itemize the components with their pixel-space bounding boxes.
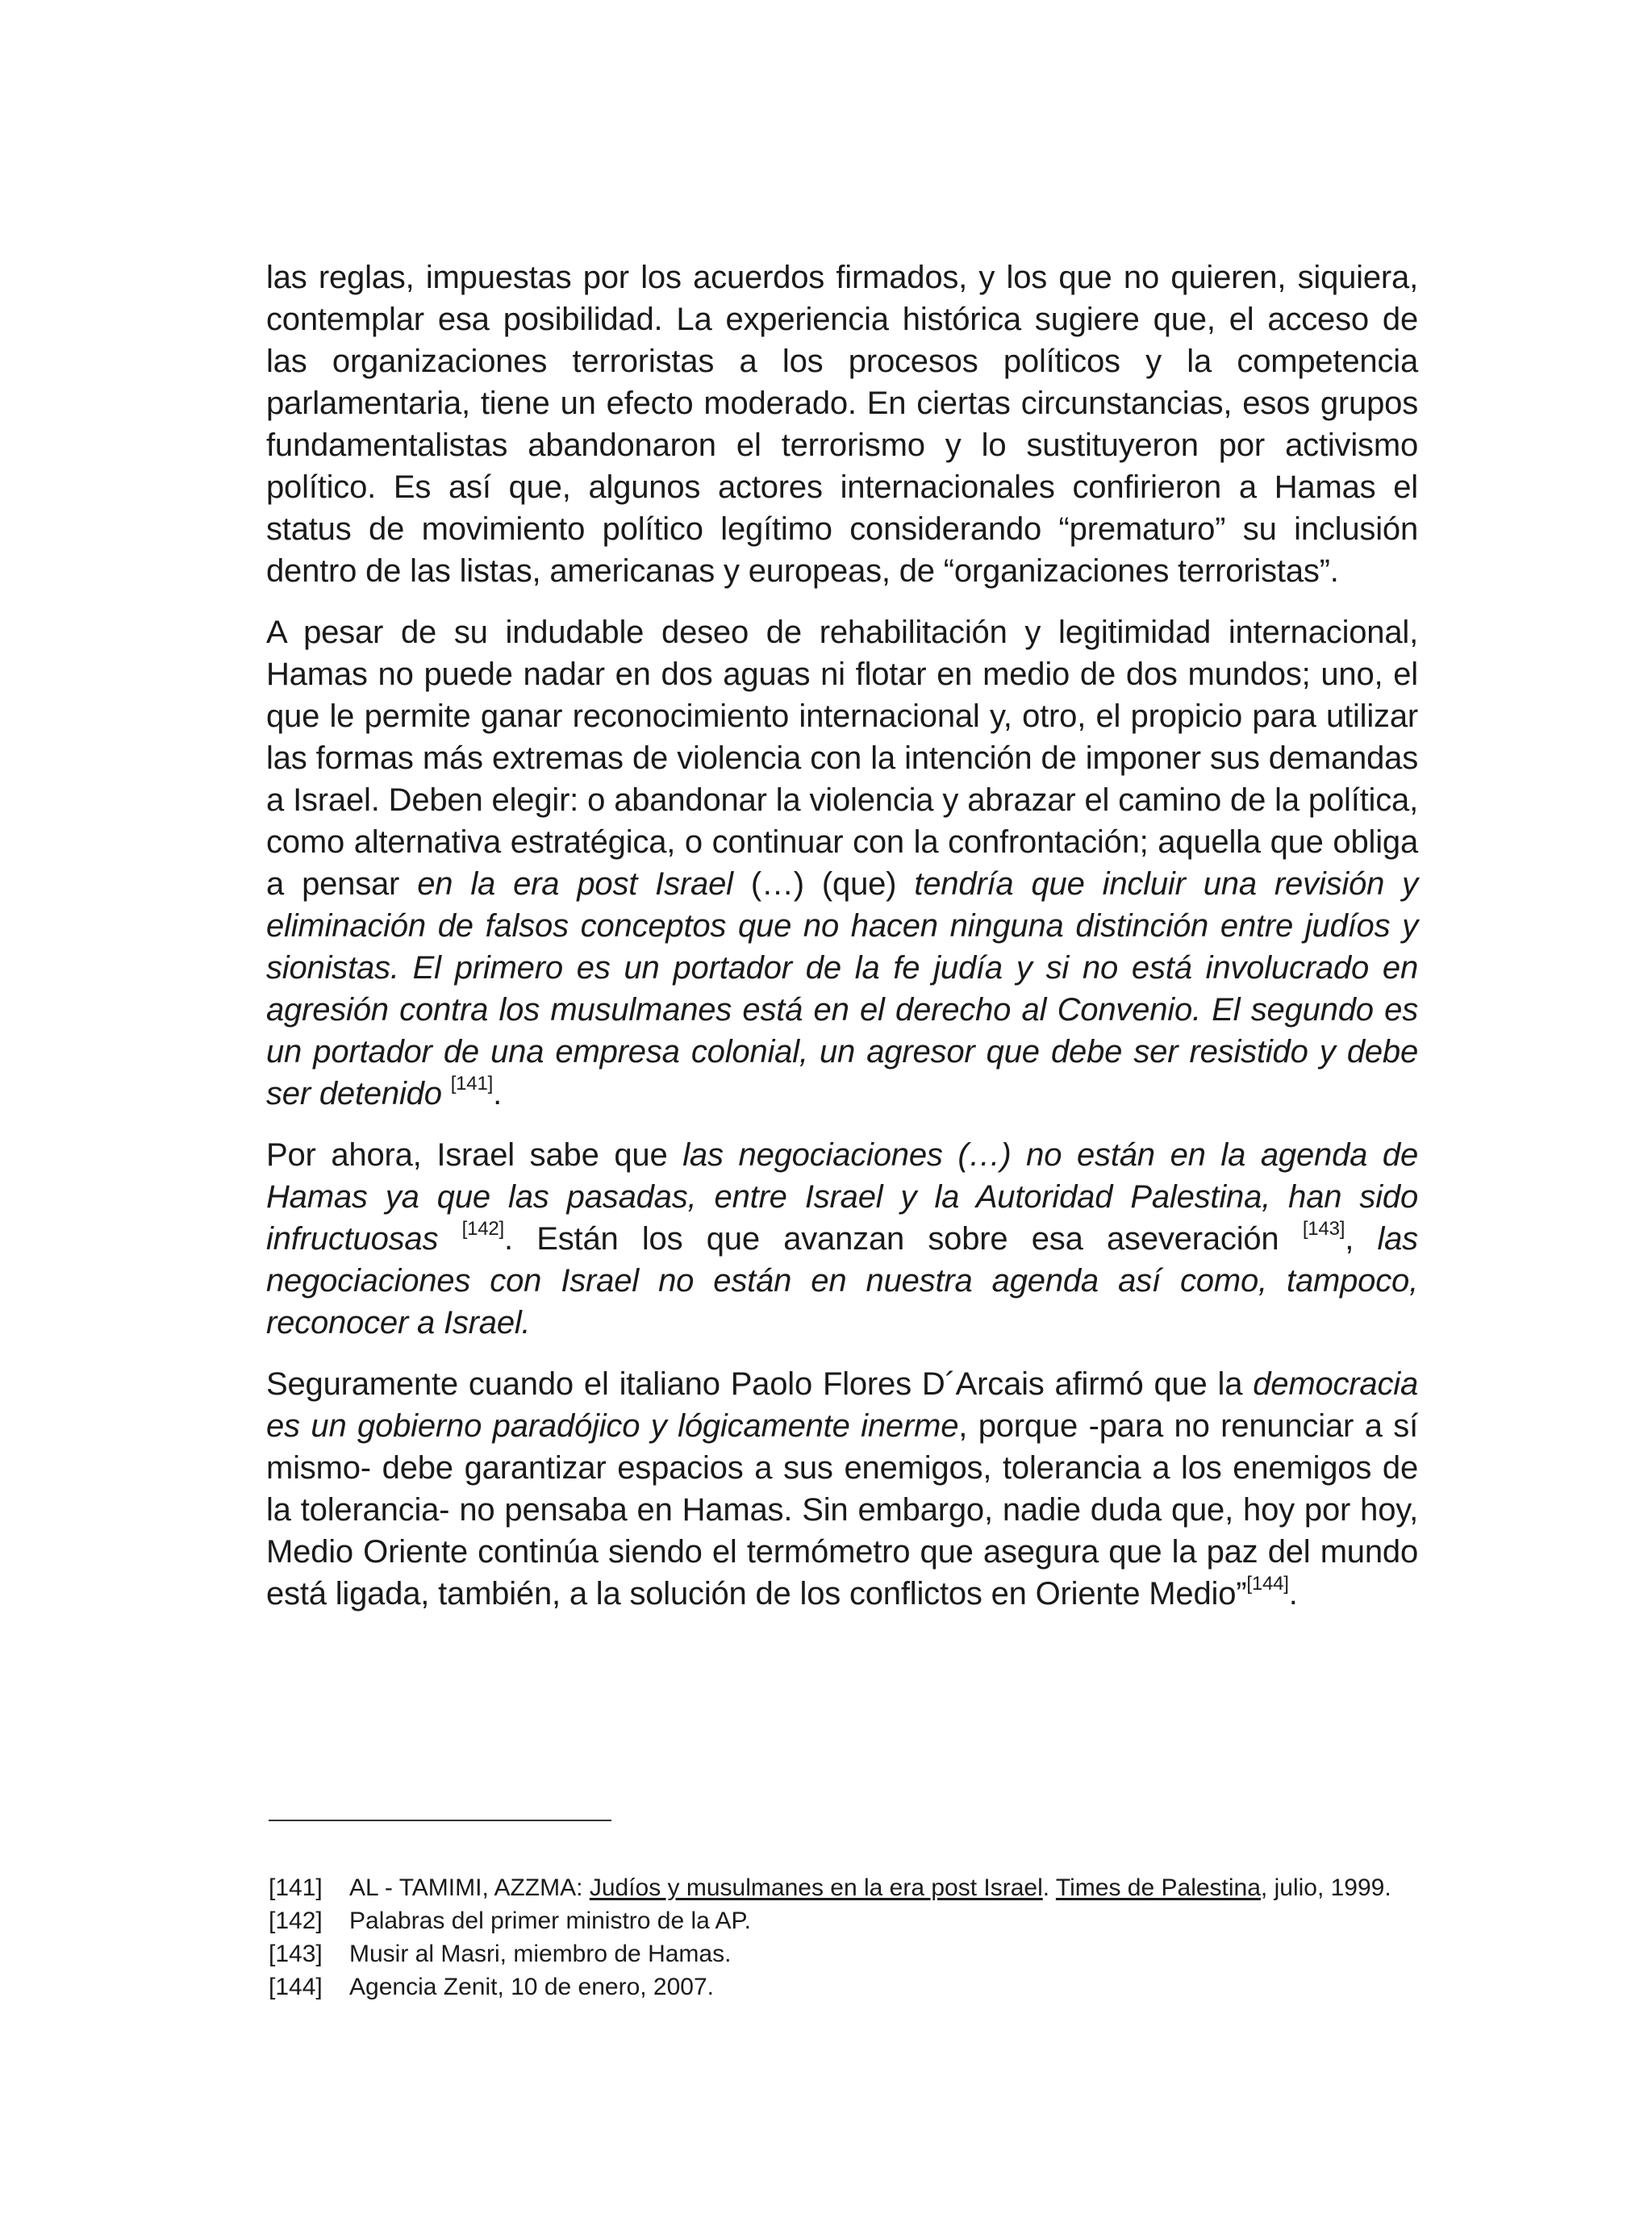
footnote-141 bbox=[269, 1871, 1422, 1904]
paragraph-3-text: . Están los que avanzan sobre esa aseveración bbox=[504, 1221, 1303, 1257]
paragraph-3-quotation: las negociaciones (…) no están en la agenda de Hamas ya que las pasadas, entre Israel y la Autoridad Palestina, han sido infructuosas bbox=[266, 1137, 1418, 1257]
paragraph-4-text: . bbox=[1288, 1576, 1298, 1612]
footnote-ref-141[interactable]: [141] bbox=[450, 1072, 494, 1095]
paragraph-4-quotation: democracia es un gobierno paradójico y lógicamente inerme bbox=[266, 1366, 1418, 1444]
paragraph-4 bbox=[266, 1363, 1418, 1615]
footnote-ref-144[interactable]: [144] bbox=[1246, 1572, 1289, 1595]
paragraph-3-quotation: las negociaciones con Israel no están en nuestra agenda así como, tampoco, reconocer a Israel. bbox=[266, 1221, 1418, 1341]
footnotes bbox=[269, 1871, 1422, 2004]
paragraph-2-text: A pesar de su indudable deseo de rehabilitación y legitimidad internacional, Hamas no puede nadar en dos aguas ni flotar en medio de dos mundos; uno, el que le permite ganar reconocimiento internacional y, otro, el propicio para utilizar las formas más extremas de violencia con la intención de imponer sus demandas a Israel. Deben elegir: o abandonar la violencia y abrazar el camino de la política, como alternativa estratégica, o continuar con la confrontación; aquella que obliga a pensar bbox=[266, 615, 1418, 902]
paragraph-3-text: Por ahora, Israel sabe que bbox=[266, 1137, 683, 1173]
footnote-author: AL - TAMIMI, AZZMA: bbox=[349, 1874, 590, 1901]
paragraph-2-text: (…) (que) bbox=[732, 866, 915, 902]
footnote-separator-text: . bbox=[1042, 1874, 1056, 1901]
footnote-text: Agencia Zenit, 10 de enero, 2007. bbox=[349, 1974, 714, 2000]
paragraph-2-text: . bbox=[493, 1076, 502, 1111]
paragraph-2-quotation: tendría que incluir una revisión y eliminación de falsos conceptos que no hacen ninguna distinción entre judíos y sionistas. El primero es un portador de la fe judía y si no está involucrado en agresión contra los musulmanes está en el derecho al Convenio. El segundo es un portador de una empresa colonial, un agresor que debe ser resistido y debe ser detenido bbox=[266, 866, 1418, 1111]
footnote-text bbox=[349, 1871, 1391, 1904]
footnote-number: [144] bbox=[269, 1974, 323, 2000]
paragraph-1 bbox=[266, 256, 1418, 592]
paragraph-2 bbox=[266, 611, 1418, 1115]
footnote-text: Musir al Masri, miembro de Hamas. bbox=[349, 1941, 732, 1967]
footnote-ref-143[interactable]: [143] bbox=[1302, 1217, 1345, 1240]
footnote-143 bbox=[269, 1937, 1422, 1970]
body-text bbox=[266, 256, 1418, 1634]
footnote-title-link[interactable]: Judíos y musulmanes en la era post Israel bbox=[589, 1874, 1043, 1901]
footnote-number: [141] bbox=[269, 1874, 323, 1901]
paragraph-2-italic-phrase: en la era post Israel bbox=[417, 866, 733, 902]
paragraph-4-text: , porque -para no renunciar a sí mismo- debe garantizar espacios a sus enemigos, tolerancia a los enemigos de la tolerancia- no pensaba en Hamas. Sin embargo, nadie duda que, hoy por hoy, Medio Oriente continúa siendo el termómetro que asegura que la paz del mundo está ligada, también, a la solución de los conflictos en Oriente Medio” bbox=[266, 1408, 1419, 1612]
footnote-text: Palabras del primer ministro de la AP. bbox=[349, 1908, 752, 1934]
paragraph-1-text: las reglas, impuestas por los acuerdos firmados, y los que no quieren, siquiera, contemplar esa posibilidad. La experiencia histórica sugiere que, el acceso de las organizaciones terroristas a los procesos políticos y la competencia parlamentaria, tiene un efecto moderado. En ciertas circunstancias, esos grupos fundamentalistas abandonaron el terrorismo y lo sustituyeron por activismo político. Es así que, algunos actores internacionales confirieron a Hamas el status de movimiento político legítimo considerando “prematuro” su inclusión dentro de las listas, americanas y europeas, de “organizaciones terroristas”. bbox=[266, 260, 1418, 589]
footnote-source-link[interactable]: Times de Palestina bbox=[1055, 1874, 1261, 1901]
paragraph-4-text: Seguramente cuando el italiano Paolo Flores D´Arcais afirmó que la bbox=[266, 1366, 1254, 1402]
footnote-144 bbox=[269, 1970, 1422, 2004]
paragraph-3-text: , bbox=[1345, 1221, 1378, 1257]
footnote-142 bbox=[269, 1904, 1422, 1937]
paragraph-3 bbox=[266, 1134, 1418, 1344]
footnote-date: , julio, 1999. bbox=[1260, 1874, 1391, 1901]
footnote-separator bbox=[269, 1820, 611, 1821]
footnote-ref-142[interactable]: [142] bbox=[461, 1217, 504, 1240]
footnote-number: [142] bbox=[269, 1908, 323, 1934]
footnote-number: [143] bbox=[269, 1941, 323, 1967]
